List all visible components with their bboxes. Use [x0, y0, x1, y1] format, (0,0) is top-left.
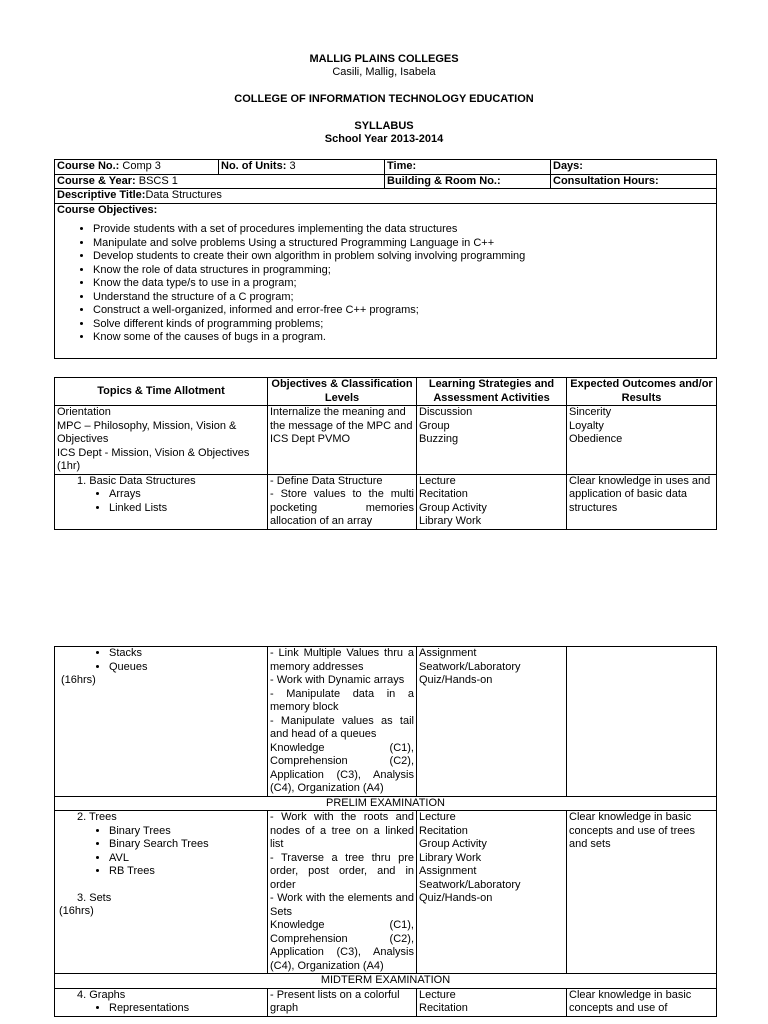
strategy-item: Recitation — [419, 824, 468, 837]
strategy-item: Library Work — [419, 515, 482, 527]
orientation-strategies-cell — [417, 406, 567, 475]
strategy-item: Discussion — [419, 406, 473, 418]
topic-item: • Binary Search Trees — [109, 838, 265, 852]
trees-outcome: Clear knowledge in basic concepts and use of trees and sets — [567, 811, 717, 974]
units-value: 3 — [286, 160, 296, 172]
objective-item: • Solve different kinds of programming problems; — [93, 318, 714, 332]
stacks-strategies-cell — [417, 647, 567, 797]
building-cell — [385, 174, 551, 189]
strategy-item: Lecture — [419, 988, 456, 1001]
basic-topic: 1. Basic Data Structures — [77, 474, 196, 487]
school-year: School Year 2013-2014 — [324, 133, 444, 145]
orientation-topic-cell — [55, 406, 268, 475]
course-no-label: Course No.: — [57, 160, 120, 172]
strategy-item: Seatwork/Laboratory — [419, 660, 521, 673]
graphs-objective: - Present lists on a colorful graph — [268, 988, 417, 1016]
stacks-outcome-cell — [567, 647, 717, 797]
strategy-item: Assignment — [419, 647, 477, 659]
header-topics: Topics & Time Allotment — [55, 378, 268, 406]
orientation-objective: Internalize the meaning and the message of the MPC and ICS Dept PVMO — [268, 406, 417, 475]
topic-item: • Arrays — [109, 488, 265, 502]
trees-hours: (16hrs) — [59, 905, 94, 917]
basic-strategies-cell — [417, 474, 567, 529]
school-name: MALLIG PLAINS COLLEGES — [309, 53, 459, 65]
header-outcomes: Expected Outcomes and/or Results — [567, 378, 717, 406]
objective-line: - Define Data Structure — [270, 474, 383, 487]
topic-item: • Stacks — [109, 647, 265, 661]
basic-topic-cell — [55, 474, 268, 529]
outcome-item: Obedience — [569, 433, 623, 445]
classification-levels: Knowledge (C1), Comprehension (C2), Application (C3), Analysis (C4), Organization (A4) — [270, 741, 414, 794]
topic-item: • Queues — [109, 661, 265, 675]
course-info-table — [54, 159, 717, 359]
objective-item: • Provide students with a set of procedures implementing the data structures — [93, 223, 714, 237]
days-cell — [551, 160, 717, 175]
strategy-item: Quiz/Hands-on — [419, 892, 493, 904]
objective-item: • Know the data type/s to use in a program; — [93, 277, 714, 291]
objectives-list — [57, 223, 714, 345]
objective-item: • Manipulate and solve problems Using a structured Programming Language in C++ — [93, 237, 714, 251]
prelim-exam-row: PRELIM EXAMINATION — [55, 796, 717, 811]
course-no-cell — [55, 160, 219, 175]
sets-topic: 3. Sets — [77, 891, 112, 904]
objective-line: - Link Multiple Values thru a memory addresses — [270, 647, 414, 673]
objective-line: - Work with Dynamic arrays — [270, 674, 405, 686]
strategy-item: Assignment — [419, 865, 477, 877]
college-name: COLLEGE OF INFORMATION TECHNOLOGY EDUCATION — [234, 93, 534, 105]
objective-item: • Construct a well-organized, informed and error-free C++ programs; — [93, 304, 714, 318]
stacks-hours: (16hrs) — [61, 674, 96, 686]
units-label: No. of Units: — [221, 160, 287, 172]
orientation-topic: MPC – Philosophy, Mission, Vision & Objectives — [57, 419, 237, 445]
basic-outcome: Clear knowledge in uses and application of basic data structures — [567, 474, 717, 529]
header-strategies: Learning Strategies and Assessment Activities — [417, 378, 567, 406]
strategy-item: Group Activity — [419, 501, 487, 514]
syllabus-table-2 — [54, 646, 717, 1017]
objective-item: • Know some of the causes of bugs in a program. — [93, 331, 714, 345]
stacks-topic-cell — [55, 647, 268, 797]
graphs-outcome: Clear knowledge in basic concepts and use of — [567, 988, 717, 1016]
orientation-topic: ICS Dept - Mission, Vision & Objectives — [57, 446, 250, 459]
graphs-topic: 4. Graphs — [77, 988, 126, 1001]
orientation-hours: (1hr) — [57, 460, 81, 472]
document-title: SYLLABUS — [354, 120, 414, 132]
objective-line: - Work with the elements and Sets — [270, 892, 414, 918]
graphs-items — [57, 1002, 265, 1016]
objective-line: - Manipulate values as tail and head of a queues — [270, 714, 414, 740]
header-objectives: Objectives & Classification Levels — [268, 378, 417, 406]
basic-items — [57, 488, 265, 515]
stacks-items — [57, 647, 265, 674]
descriptive-title-cell — [55, 189, 717, 204]
strategy-item: Seatwork/Laboratory — [419, 878, 521, 891]
objective-line: - Traverse a tree thru pre order, post order, and in order — [270, 851, 414, 891]
course-objectives-label: Course Objectives: — [57, 203, 158, 216]
strategy-item: Quiz/Hands-on — [419, 674, 493, 686]
objective-item: • Understand the structure of a C program; — [93, 291, 714, 305]
objective-line: - Store values to the multi pocketing memories allocation of an array — [270, 488, 414, 527]
trees-strategies-cell — [417, 811, 567, 974]
strategy-item: Lecture — [419, 811, 456, 823]
graphs-topic-cell — [55, 988, 268, 1016]
outcome-item: Sincerity — [569, 406, 612, 418]
topic-item: • AVL — [109, 852, 265, 866]
trees-topic-cell — [55, 811, 268, 974]
trees-objectives-cell — [268, 811, 417, 974]
trees-items — [57, 825, 265, 879]
strategy-item: Lecture — [419, 474, 456, 487]
building-label: Building & Room No.: — [387, 174, 501, 187]
course-year-value: BSCS 1 — [135, 174, 178, 187]
course-objectives-cell — [55, 203, 717, 358]
topic-item: • Linked Lists — [109, 502, 265, 516]
strategy-item: Group Activity — [419, 838, 487, 850]
classification-levels: Knowledge (C1), Comprehension (C2), Application (C3), Analysis (C4), Organization (A4) — [270, 919, 414, 972]
days-label: Days: — [553, 160, 583, 172]
strategy-item: Recitation — [419, 488, 468, 500]
midterm-exam-row: MIDTERM EXAMINATION — [55, 974, 717, 989]
time-label: Time: — [387, 160, 417, 172]
course-year-label: Course & Year: — [57, 174, 136, 187]
strategy-item: Library Work — [419, 851, 482, 864]
syllabus-table-1 — [54, 377, 717, 530]
topic-item: • Binary Trees — [109, 825, 265, 839]
topic-item: • Representations — [109, 1002, 265, 1016]
course-no-value: Comp 3 — [119, 160, 161, 172]
graphs-strategies-cell — [417, 988, 567, 1016]
objective-line: - Work with the roots and nodes of a tree on a linked list — [270, 811, 414, 850]
objective-line: - Manipulate data in a memory block — [270, 687, 414, 713]
objective-item: • Develop students to create their own algorithm in problem solving involving programming — [93, 250, 714, 264]
consultation-cell — [551, 174, 717, 189]
school-address: Casili, Mallig, Isabela — [332, 66, 436, 78]
course-year-cell — [55, 174, 385, 189]
basic-objectives-cell — [268, 474, 417, 529]
descriptive-title-value: Data Structures — [145, 189, 222, 201]
strategy-item: Buzzing — [419, 433, 459, 445]
outcome-item: Loyalty — [569, 419, 604, 432]
objective-item: • Know the role of data structures in programming; — [93, 264, 714, 278]
strategy-item: Recitation — [419, 1002, 468, 1014]
consultation-label: Consultation Hours: — [553, 174, 659, 187]
descriptive-title-label: Descriptive Title: — [57, 189, 146, 201]
units-cell — [219, 160, 385, 175]
orientation-outcomes-cell — [567, 406, 717, 475]
stacks-objectives-cell — [268, 647, 417, 797]
topic-item: • RB Trees — [109, 865, 265, 879]
strategy-item: Group — [419, 419, 450, 432]
trees-topic: 2. Trees — [77, 811, 117, 823]
time-cell — [385, 160, 551, 175]
orientation-topic: Orientation — [57, 406, 111, 418]
